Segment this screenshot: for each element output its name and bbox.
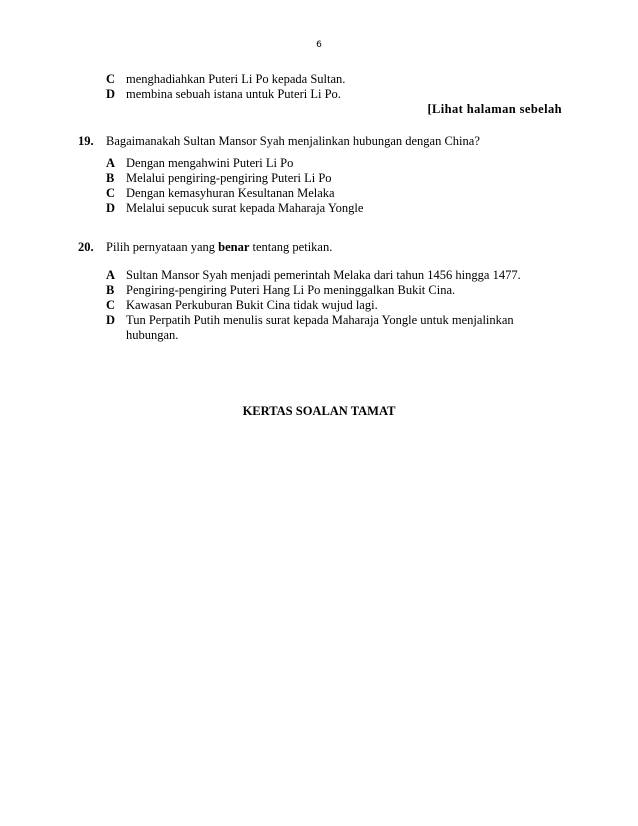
question-19-number: 19.: [78, 134, 94, 148]
option-text: menghadiahkan Puteri Li Po kepada Sultan.: [126, 72, 346, 86]
question-20-number: 20.: [78, 240, 94, 254]
option-text: Sultan Mansor Syah menjadi pemerintah Melaka dari tahun 1456 hingga 1477.: [126, 268, 521, 282]
option-letter: C: [106, 72, 116, 86]
option-text: Tun Perpatih Putih menulis surat kepada Maharaja Yongle untuk menjalinkan: [126, 313, 514, 327]
option-text: Dengan kemasyhuran Kesultanan Melaka: [126, 186, 335, 200]
end-of-paper-title: KERTAS SOALAN TAMAT: [242, 404, 396, 418]
question-20-text-before: Pilih pernyataan yang: [106, 240, 219, 254]
option-letter: A: [106, 268, 116, 282]
option-text: Melalui sepucuk surat kepada Maharaja Yongle: [126, 201, 364, 215]
option-letter: D: [106, 313, 116, 327]
option-letter: C: [106, 186, 116, 200]
see-next-page-note: [Lihat halaman sebelah: [427, 102, 562, 116]
question-20-text-emphasis: benar: [218, 240, 250, 254]
option-letter: A: [106, 156, 116, 170]
question-20-text: [106, 240, 332, 255]
option-text: membina sebuah istana untuk Puteri Li Po.: [126, 87, 341, 101]
question-20-text-after: tentang petikan.: [249, 240, 333, 254]
option-text: Kawasan Perkuburan Bukit Cina tidak wujud lagi.: [126, 298, 378, 312]
option-letter: D: [106, 87, 116, 101]
page-number: 6: [316, 40, 322, 50]
option-letter: D: [106, 201, 116, 215]
question-19-text: Bagaimanakah Sultan Mansor Syah menjalinkan hubungan dengan China?: [106, 134, 480, 148]
option-letter: B: [106, 283, 115, 297]
option-letter: C: [106, 298, 116, 312]
option-text: Melalui pengiring-pengiring Puteri Li Po: [126, 171, 332, 185]
option-text: Pengiring-pengiring Puteri Hang Li Po meninggalkan Bukit Cina.: [126, 283, 456, 297]
option-letter: B: [106, 171, 115, 185]
option-text: Dengan mengahwini Puteri Li Po: [126, 156, 294, 170]
question-20-option-d-continuation: hubungan.: [126, 328, 179, 342]
